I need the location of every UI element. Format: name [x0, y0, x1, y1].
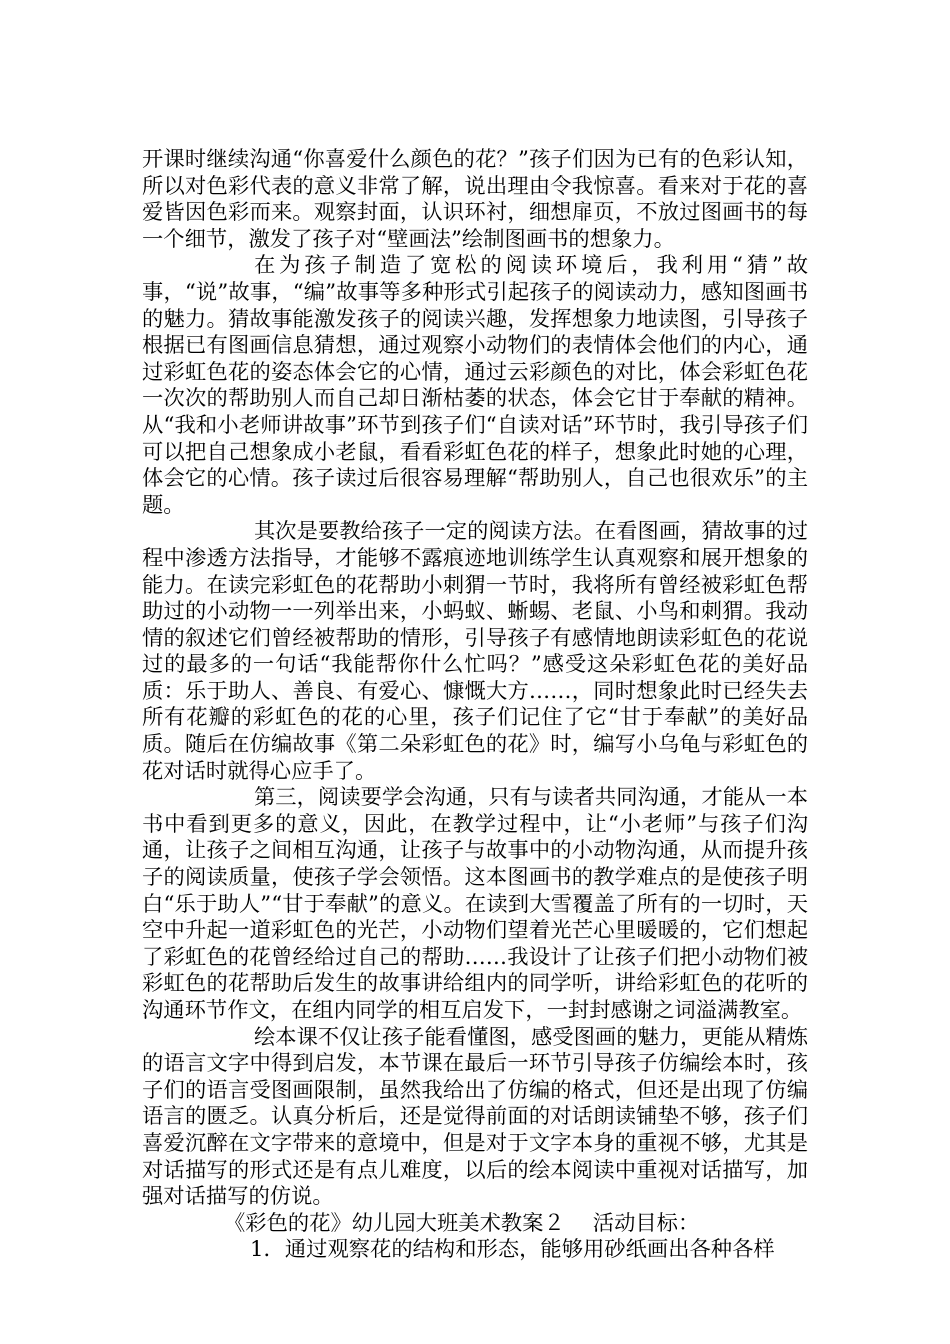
objectives-label: 活动目标：	[592, 1210, 700, 1236]
document-body	[142, 147, 808, 1264]
paragraph-4: 第三，阅读要学会沟通，只有与读者共同沟通，才能从一本书中看到更多的意义，因此，在教学过程中，让“小老师”与孩子们沟通，让孩子之间相互沟通，让孩子与故事中的小动物沟通，从而提升孩子的阅读质量，使孩子学会领悟。这本图画书的教学难点的是使孩子明白“乐于助人”“甘于奉献”的意义。在读到大雪覆盖了所有的一切时，天空中升起一道彩虹色的光芒，小动物们望着光芒心里暖暖的，它们想起了彩虹色的花曾经给过自己的帮助……我设计了让孩子们把小动物们被彩虹色的花帮助后发生的故事讲给组内的同学听，讲给彩虹色的花听的沟通环节作文，在组内同学的相互启发下，一封封感谢之词溢满教室。	[142, 785, 808, 1023]
lesson-heading-line	[142, 1211, 808, 1238]
objective-item-1: 1．通过观察花的结构和形态，能够用砂纸画出各种各样	[250, 1237, 775, 1263]
paragraph-2: 在为孩子制造了宽松的阅读环境后，我利用“猜”故事，“说”故事，“编”故事等多种形式引起孩子的阅读动力，感知图画书的魅力。猜故事能激发孩子的阅读兴趣，发挥想象力地读图，引导孩子根据已有图画信息猜想，通过观察小动物们的表情体会他们的内心，通过彩虹色花的姿态体会它的心情，通过云彩颜色的对比，体会彩虹色花一次次的帮助别人而自己却日渐枯萎的状态，体会它甘于奉献的精神。从“我和小老师讲故事”环节到孩子们“自读对话”环节时，我引导孩子们可以把自己想象成小老鼠，看看彩虹色花的样子，想象此时她的心理，体会它的心情。孩子读过后很容易理解“帮助别人，自己也很欢乐”的主题。	[142, 253, 808, 518]
paragraph-3: 其次是要教给孩子一定的阅读方法。在看图画，猜故事的过程中渗透方法指导，才能够不露痕迹地训练学生认真观察和展开想象的能力。在读完彩虹色的花帮助小刺猬一节时，我将所有曾经被彩虹色帮助过的小动物一一列举出来，小蚂蚁、蜥蜴、老鼠、小鸟和刺猬。我动情的叙述它们曾经被帮助的情形，引导孩子有感情地朗读彩虹色的花说过的最多的一句话“我能帮你什么忙吗？”感受这朵彩虹色花的美好品质：乐于助人、善良、有爱心、慷慨大方……，同时想象此时已经失去所有花瓣的彩虹色的花的心里，孩子们记住了它“甘于奉献”的美好品质。随后在仿编故事《第二朵彩虹色的花》时，编写小乌龟与彩虹色的花对话时就得心应手了。	[142, 519, 808, 784]
paragraph-1: 开课时继续沟通“你喜爱什么颜色的花？”孩子们因为已有的色彩认知，所以对色彩代表的意义非常了解，说出理由令我惊喜。看来对于花的喜爱皆因色彩而来。观察封面，认识环衬，细想扉页，不放过图画书的每一个细节，激发了孩子对“壁画法”绘制图画书的想象力。	[142, 147, 808, 252]
lesson-title: 《彩色的花》幼儿园大班美术教案２	[224, 1210, 565, 1236]
paragraph-5: 绘本课不仅让孩子能看懂图，感受图画的魅力，更能从精炼的语言文字中得到启发，本节课在最后一环节引导孩子仿编绘本时，孩子们的语言受图画限制，虽然我给出了仿编的格式，但还是出现了仿编语言的匮乏。认真分析后，还是觉得前面的对话朗读铺垫不够，孩子们喜爱沉醉在文字带来的意境中，但是对于文字本身的重视不够，尤其是对话描写的形式还是有点儿难度，以后的绘本阅读中重视对话描写，加强对话描写的仿说。	[142, 1024, 808, 1210]
